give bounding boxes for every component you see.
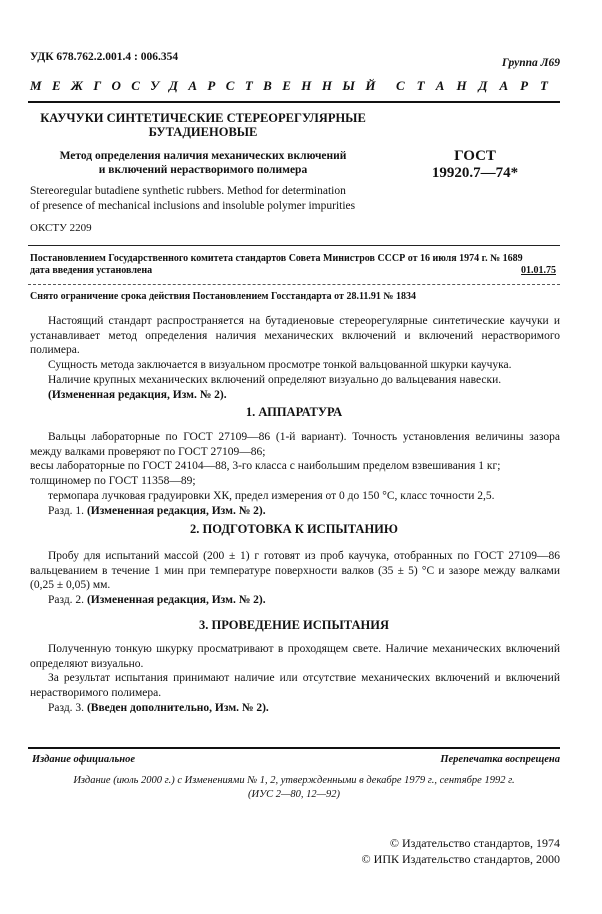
paragraph: Наличие крупных механических включений определяют визуально до вальцевания навески. [48, 373, 502, 386]
section-apparatus-text [30, 430, 560, 518]
method-title [28, 150, 378, 178]
section-testing-text [30, 642, 560, 716]
official-edition: Издание официальное [32, 754, 136, 765]
limit-removed-note: Снято ограничение срока действия Постановлением Госстандарта от 28.11.91 № 1834 [30, 291, 416, 302]
paragraph: Пробу для испытаний массой (200 ± 1) г готовят из проб каучука, отобранных по ГОСТ 27109—86 вальцеванием в течение 1 мин при температуре поверхности валков (35 ± 5) °С и зазоре между валками (0,25 ± 0,05) мм. [30, 550, 560, 592]
paragraph: Сущность метода заключается в визуальном просмотре тонкой вальцованной шкурки каучука. [48, 359, 512, 372]
note-text: (Введен дополнительно, Изм. № 2). [86, 701, 269, 714]
english-line: Stereoregular butadiene synthetic rubbers. Method for determination [30, 185, 346, 197]
decree-line: Постановлением Государственного комитета стандартов Совета Министров СССР от 16 июля 1974 г. № 1689 [30, 253, 523, 264]
amendment-note: (Измененная редакция, Изм. № 2). [48, 388, 227, 401]
banner-word: СТАНДАРТ [395, 78, 560, 93]
paragraph: За результат испытания принимают наличие или отсутствие механических включений и включений нерастворимого полимера. [30, 672, 560, 700]
title-line: БУТАДИЕНОВЫЕ [148, 124, 258, 139]
method-line: Метод определения наличия механических включений [59, 150, 347, 162]
top-rule [28, 101, 560, 103]
section-heading: 2. ПОДГОТОВКА К ИСПЫТАНИЮ [190, 522, 398, 536]
intro-date: 01.01.75 [521, 265, 556, 276]
group-code: Группа Л69 [501, 57, 560, 69]
edition-line: Издание (июль 2000 г.) с Изменениями № 1, 2, утвержденными в декабре 1979 г., сентябре 1992 г. [73, 775, 515, 786]
gost-label: ГОСТ [454, 148, 496, 164]
udk-code: УДК 678.762.2.001.4 : 006.354 [30, 51, 179, 63]
copyright-block [362, 836, 560, 867]
footer-rule [28, 747, 560, 749]
method-line: и включений нерастворимого полимера [98, 163, 308, 176]
section-note [30, 593, 560, 608]
section-preparation-text [30, 549, 560, 608]
note-prefix: Разд. 1. [48, 504, 85, 517]
title-line: КАУЧУКИ СИНТЕТИЧЕСКИЕ СТЕРЕОРЕГУЛЯРНЫЕ [40, 111, 366, 125]
paragraph: толщиномер по ГОСТ 11358—89; [30, 475, 196, 488]
edition-line: (ИУС 2—80, 12—92) [248, 788, 340, 800]
okstu-code: ОКСТУ 2209 [30, 222, 92, 234]
reprint-forbidden: Перепечатка воспрещена [440, 754, 560, 765]
banner-word: МЕЖГОСУДАРСТВЕННЫЙ [30, 78, 386, 93]
copyright-line: © Издательство стандартов, 1974 [389, 836, 560, 850]
document-title [28, 112, 378, 140]
interstate-standard-banner [30, 78, 560, 95]
copyright-line: © ИПК Издательство стандартов, 2000 [361, 851, 560, 866]
intro-text [30, 314, 560, 402]
section-heading: 1. АППАРАТУРА [245, 405, 343, 419]
decree-block [30, 253, 562, 277]
section-note [30, 701, 560, 716]
gost-designation [420, 148, 530, 183]
paragraph: весы лабораторные по ГОСТ 24104—88, 3-го класса с наибольшим пределом взвешивания 1 кг; [30, 460, 501, 473]
paragraph: термопара лучковая градуировки ХК, предел измерения от 0 до 150 °С, класс точности 2,5. [48, 489, 495, 502]
note-text: (Измененная редакция, Изм. № 2). [86, 594, 266, 607]
section-note [30, 504, 560, 519]
divider [28, 284, 560, 285]
decree-intro-date-label: дата введения установлена [30, 265, 153, 276]
english-title [30, 184, 355, 214]
paragraph: Полученную тонкую шкурку просматривают в проходящем свете. Наличие механических включений определяют визуально. [30, 643, 560, 670]
english-line: of presence of mechanical inclusions and insoluble polymer impurities [30, 199, 356, 212]
note-prefix: Разд. 2. [48, 594, 85, 607]
note-text: (Измененная редакция, Изм. № 2). [86, 504, 266, 517]
section-heading: 3. ПРОВЕДЕНИЕ ИСПЫТАНИЯ [199, 618, 389, 632]
paragraph: Вальцы лабораторные по ГОСТ 27109—86 (1-й вариант). Точность установления величины зазора между валками проверяют по ГОСТ 27109—86; [30, 431, 560, 458]
divider [28, 245, 560, 246]
note-prefix: Разд. 3. [48, 701, 85, 714]
edition-note [28, 774, 560, 801]
gost-number: 19920.7—74* [431, 165, 519, 182]
paragraph: Настоящий стандарт распространяется на бутадиеновые стереорегулярные синтетические каучуки и устанавливает метод определения наличия механических включений и включений нерастворимого полимера. [30, 315, 560, 357]
